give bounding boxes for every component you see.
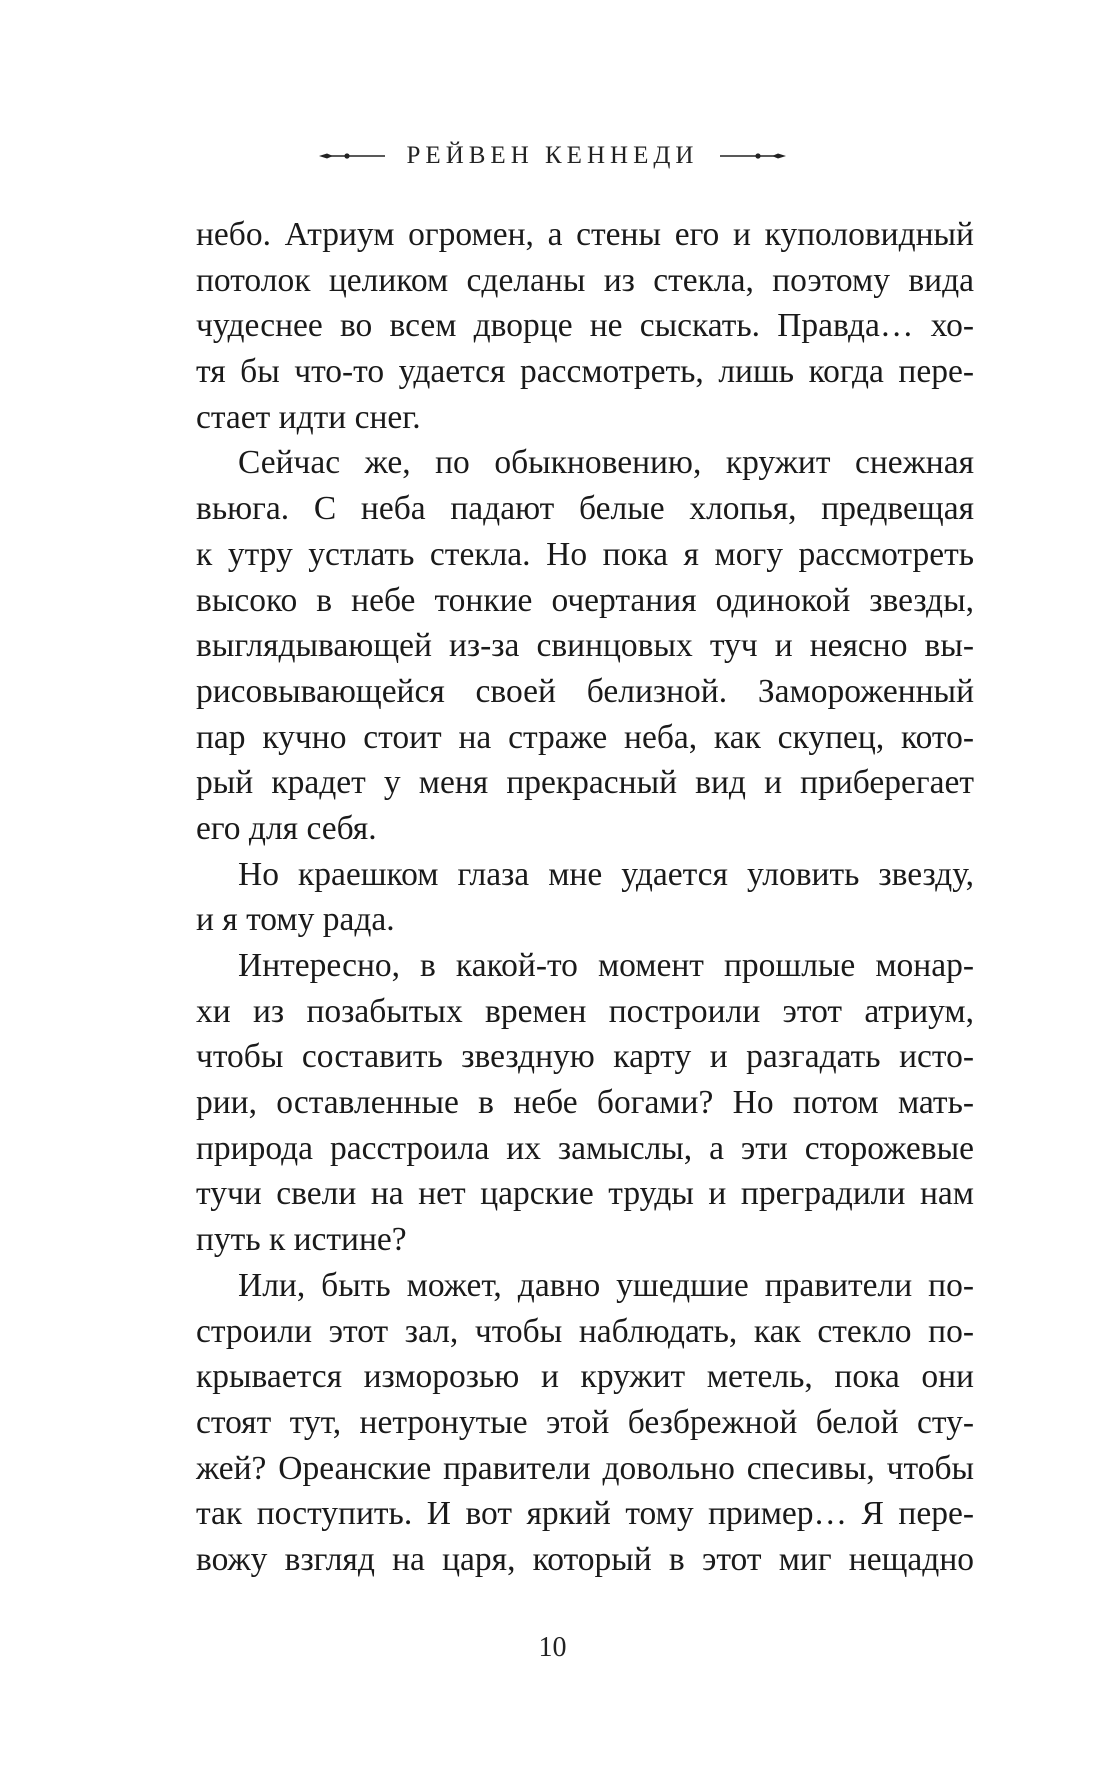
text-line: строили этот зал, чтобы наблюдать, как стекло по- (196, 1312, 974, 1350)
text-line: Интересно, в какой-то момент прошлые монар- (238, 947, 974, 984)
text-line: Или, быть может, давно ушедшие правители по- (238, 1266, 974, 1304)
text-line: тучи свели на нет царские труды и преградили нам (196, 1175, 974, 1213)
page-number: 10 (538, 1632, 567, 1663)
text-line: стает идти снег. (196, 398, 421, 436)
text-line: высоко в небе тонкие очертания одинокой звезды, (196, 581, 974, 619)
text-line: так поступить. И вот яркий тому пример… Я пере- (196, 1495, 974, 1533)
paragraph (196, 440, 974, 851)
running-head (0, 142, 1105, 170)
text-line: чудеснее во всем дворце не сыскать. Правда… хо- (196, 307, 974, 345)
text-line: путь к истине? (196, 1221, 407, 1259)
text-line: рии, оставленные в небе богами? Но потом мать- (196, 1084, 974, 1122)
text-line: пар кучно стоит на страже неба, как скупец, кото- (196, 718, 974, 756)
text-line: его для себя. (196, 809, 377, 847)
paragraph (196, 1263, 974, 1583)
text-line: вьюга. С неба падают белые хлопья, предвещая (196, 490, 974, 528)
text-line: жей? Ореанские правители довольно спесивы, чтобы (196, 1449, 974, 1487)
text-line: хи из позабытых времен построили этот атриум, (196, 992, 974, 1030)
text-line: вожу взгляд на царя, который в этот миг нещадно (196, 1540, 974, 1578)
text-line: Сейчас же, по обыкновению, кружит снежная (238, 444, 974, 482)
text-line: выглядывающей из-за свинцовых туч и неясно вы- (196, 627, 974, 665)
right-ornament-icon (716, 149, 788, 163)
running-head-author: РЕЙВЕН КЕННЕДИ (406, 142, 699, 169)
left-ornament-icon (317, 149, 389, 163)
text-line: чтобы составить звездную карту и разгадать исто- (196, 1038, 974, 1076)
text-line: и я тому рада. (196, 901, 395, 939)
text-line: рый крадет у меня прекрасный вид и приберегает (196, 764, 974, 802)
text-line: небо. Атриум огромен, а стены его и куполовидный (196, 216, 974, 253)
paragraph (196, 852, 974, 943)
text-line: тя бы что-то удается рассмотреть, лишь когда пере- (196, 353, 974, 391)
text-line: к утру устлать стекла. Но пока я могу рассмотреть (196, 535, 974, 573)
text-line: Но краешком глаза мне удается уловить звезду, (238, 855, 974, 893)
paragraph (196, 943, 974, 1263)
text-line: стоят тут, нетронутые этой безбрежной белой сту- (196, 1403, 974, 1441)
text-line: потолок целиком сделаны из стекла, поэтому вида (196, 261, 974, 299)
text-line: рисовывающейся своей белизной. Замороженный (196, 672, 974, 710)
body-text (196, 212, 974, 1583)
paragraph (196, 212, 974, 440)
text-line: природа расстроила их замыслы, а эти сторожевые (196, 1129, 974, 1167)
text-line: крывается изморозью и кружит метель, пока они (196, 1358, 974, 1396)
